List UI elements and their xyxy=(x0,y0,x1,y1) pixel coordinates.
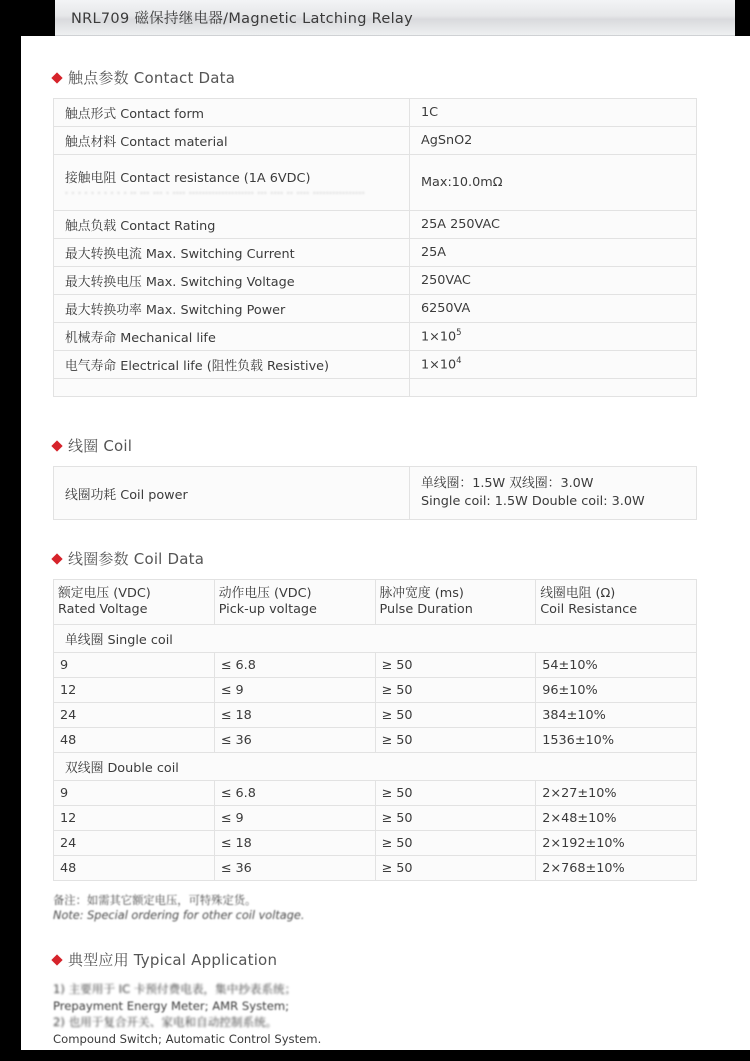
column-header xyxy=(375,580,536,625)
cell-rated-voltage: 48 xyxy=(54,728,215,753)
section-heading-contact-data xyxy=(53,67,697,88)
cell-value-text: 1×10 xyxy=(421,357,457,373)
coil-data-table xyxy=(53,579,697,881)
section-heading-coil xyxy=(53,435,697,456)
table-group-row xyxy=(54,753,697,781)
cell-pulse-duration: ≥ 50 xyxy=(375,653,536,678)
cell-coil-resistance: 384±10% xyxy=(536,703,697,728)
cell-rated-voltage: 12 xyxy=(54,806,215,831)
column-header xyxy=(536,580,697,625)
table-group-row xyxy=(54,625,697,653)
section-title: 线圈 Coil xyxy=(68,437,133,455)
contact-data-table xyxy=(53,98,697,397)
cell-value: 6250VA xyxy=(410,295,697,323)
cell-pickup-voltage: ≤ 18 xyxy=(214,831,375,856)
cell-pickup-voltage: ≤ 6.8 xyxy=(214,653,375,678)
cell-rated-voltage: 24 xyxy=(54,703,215,728)
cell-coil-resistance: 96±10% xyxy=(536,678,697,703)
cell-value: 25A 250VAC xyxy=(410,211,697,239)
cell-coil-resistance: 2×768±10% xyxy=(536,856,697,881)
section-title: 触点参数 Contact Data xyxy=(68,69,236,87)
note-en: Note: Special ordering for other coil voltage. xyxy=(53,909,305,922)
column-header-cn: 动作电压 (VDC) xyxy=(218,586,312,601)
cell-pulse-duration: ≥ 50 xyxy=(375,703,536,728)
footer-strip xyxy=(0,1050,750,1061)
column-header-en: Pulse Duration xyxy=(379,602,473,617)
table-row xyxy=(54,267,697,295)
group-label: 单线圈 Single coil xyxy=(54,625,697,653)
right-rail xyxy=(735,36,750,1050)
typical-application-text xyxy=(53,981,697,1047)
diamond-bullet-icon xyxy=(51,72,62,83)
table-row xyxy=(54,239,697,267)
cell-value-text: 1×10 xyxy=(421,329,457,345)
coil-power-en: Single coil: 1.5W Double coil: 3.0W xyxy=(421,494,645,509)
coil-power-cn: 单线圈：1.5W 双线圈：3.0W xyxy=(421,476,594,491)
table-row xyxy=(54,678,697,703)
section-title: 典型应用 Typical Application xyxy=(68,951,278,969)
cell-coil-resistance: 54±10% xyxy=(536,653,697,678)
section-heading-coil-data xyxy=(53,548,697,569)
cell-pulse-duration: ≥ 50 xyxy=(375,678,536,703)
cell-pickup-voltage: ≤ 6.8 xyxy=(214,781,375,806)
column-header-cn: 脉冲宽度 (ms) xyxy=(379,586,464,601)
cell-pulse-duration: ≥ 50 xyxy=(375,781,536,806)
cell-value-exponent: 5 xyxy=(456,328,462,339)
cell-pulse-duration: ≥ 50 xyxy=(375,831,536,856)
cell-pickup-voltage: ≤ 9 xyxy=(214,806,375,831)
cell-value: 25A xyxy=(410,239,697,267)
page-title: NRL709 磁保持继电器/Magnetic Latching Relay xyxy=(71,11,413,27)
table-row-filler xyxy=(54,379,697,397)
table-row xyxy=(54,806,697,831)
table-row xyxy=(54,728,697,753)
cell-pulse-duration: ≥ 50 xyxy=(375,806,536,831)
diamond-bullet-icon xyxy=(51,553,62,564)
table-row xyxy=(54,467,697,520)
column-header-en: Rated Voltage xyxy=(58,602,148,617)
cell-label: 触点负载 Contact Rating xyxy=(54,211,410,239)
section-title: 线圈参数 Coil Data xyxy=(68,550,205,568)
column-header-en: Pick-up voltage xyxy=(218,602,317,617)
group-label: 双线圈 Double coil xyxy=(54,753,697,781)
cell-pickup-voltage: ≤ 9 xyxy=(214,678,375,703)
header-left-block xyxy=(0,0,55,36)
cell-label-subtext: · · · · · · · · · · ·· ··· ··· · ···· ···················· ··· ···· ·· ···· ················ xyxy=(65,188,365,199)
cell-pulse-duration: ≥ 50 xyxy=(375,856,536,881)
table-row xyxy=(54,323,697,351)
column-header-cn: 额定电压 (VDC) xyxy=(58,586,151,601)
cell-value: AgSnO2 xyxy=(410,127,697,155)
note-cn: 备注：如需其它额定电压，可特殊定货。 xyxy=(53,894,257,907)
cell-pickup-voltage: ≤ 36 xyxy=(214,856,375,881)
table-header-row xyxy=(54,580,697,625)
cell-value: Max:10.0mΩ xyxy=(410,155,697,211)
cell-label-text: 接触电阻 Contact resistance (1A 6VDC) xyxy=(65,170,311,186)
table-row xyxy=(54,351,697,379)
cell-label: 触点形式 Contact form xyxy=(54,99,410,127)
cell-empty xyxy=(54,379,410,397)
application-line-2: Prepayment Energy Meter; AMR System; xyxy=(53,998,290,1013)
cell-coil-resistance: 2×27±10% xyxy=(536,781,697,806)
table-row xyxy=(54,155,697,211)
cell-rated-voltage: 48 xyxy=(54,856,215,881)
cell-label: 最大转换功率 Max. Switching Power xyxy=(54,295,410,323)
column-header-cn: 线圈电阻 (Ω) xyxy=(540,586,616,601)
table-row xyxy=(54,831,697,856)
coil-power-table xyxy=(53,466,697,520)
cell-label: 线圈功耗 Coil power xyxy=(54,467,410,520)
application-line-4: Compound Switch; Automatic Control System. xyxy=(53,1031,322,1046)
diamond-bullet-icon xyxy=(51,440,62,451)
cell-coil-resistance: 2×48±10% xyxy=(536,806,697,831)
cell-coil-resistance: 1536±10% xyxy=(536,728,697,753)
table-row xyxy=(54,653,697,678)
cell-value xyxy=(410,467,697,520)
column-header xyxy=(54,580,215,625)
cell-label: 触点材料 Contact material xyxy=(54,127,410,155)
cell-rated-voltage: 9 xyxy=(54,781,215,806)
section-heading-typical-application xyxy=(53,949,697,970)
table-row xyxy=(54,99,697,127)
column-header xyxy=(214,580,375,625)
cell-pickup-voltage: ≤ 36 xyxy=(214,728,375,753)
cell-value-exponent: 4 xyxy=(456,356,462,367)
cell-value xyxy=(410,323,697,351)
cell-pickup-voltage: ≤ 18 xyxy=(214,703,375,728)
cell-value: 250VAC xyxy=(410,267,697,295)
diamond-bullet-icon xyxy=(51,954,62,965)
cell-pulse-duration: ≥ 50 xyxy=(375,728,536,753)
page-header xyxy=(0,0,750,36)
table-row xyxy=(54,856,697,881)
coil-data-note xyxy=(53,893,697,923)
table-row xyxy=(54,703,697,728)
left-rail xyxy=(0,36,21,1050)
application-line-1: 1) 主要用于 IC 卡预付费电表，集中抄表系统； xyxy=(53,982,297,996)
table-row xyxy=(54,211,697,239)
header-right-block xyxy=(735,0,750,36)
cell-value xyxy=(410,351,697,379)
cell-label: 最大转换电流 Max. Switching Current xyxy=(54,239,410,267)
cell-empty xyxy=(410,379,697,397)
cell-rated-voltage: 9 xyxy=(54,653,215,678)
cell-rated-voltage: 24 xyxy=(54,831,215,856)
cell-coil-resistance: 2×192±10% xyxy=(536,831,697,856)
cell-label xyxy=(54,155,410,211)
cell-rated-voltage: 12 xyxy=(54,678,215,703)
page-body xyxy=(0,36,750,1047)
cell-label: 机械寿命 Mechanical life xyxy=(54,323,410,351)
table-row xyxy=(54,127,697,155)
cell-label: 电气寿命 Electrical life (阻性负载 Resistive) xyxy=(54,351,410,379)
cell-label: 最大转换电压 Max. Switching Voltage xyxy=(54,267,410,295)
cell-value: 1C xyxy=(410,99,697,127)
table-row xyxy=(54,781,697,806)
table-row xyxy=(54,295,697,323)
column-header-en: Coil Resistance xyxy=(540,602,638,617)
application-line-3: 2) 也用于复合开关、家电和自动控制系统。 xyxy=(53,1015,278,1029)
